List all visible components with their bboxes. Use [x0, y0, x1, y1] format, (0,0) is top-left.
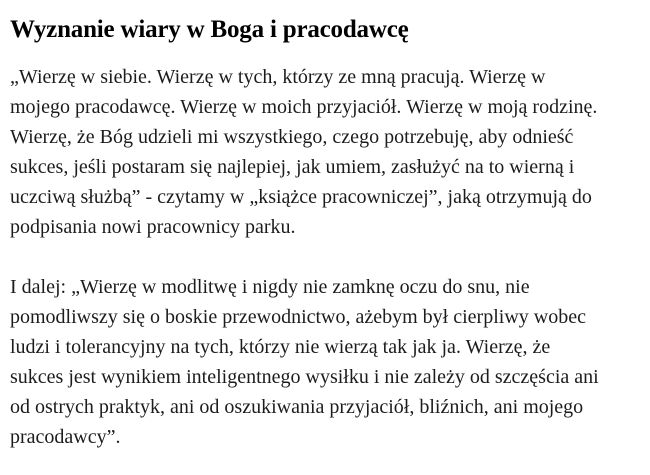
text-line: sukces, jeśli postaram się najlepiej, jak umiem, zasłużyć na to wierną i [10, 156, 575, 178]
text-line: uczciwą służbą” - czytamy w „książce pracowniczej”, jaką otrzymują do [10, 186, 592, 208]
text-line: pracodawcy”. [10, 426, 121, 448]
paragraph-1 [10, 62, 630, 242]
text-line: Wierzę, że Bóg udzieli mi wszystkiego, czego potrzebuję, aby odnieść [10, 126, 574, 148]
text-line: „Wierzę w siebie. Wierzę w tych, którzy ze mną pracują. Wierzę w [10, 66, 546, 88]
text-line: pomodliwszy się o boskie przewodnictwo, ażebym był cierpliwy wobec [10, 306, 586, 328]
text-line: podpisania nowi pracownicy parku. [10, 216, 296, 238]
text-line: mojego pracodawcę. Wierzę w moich przyjaciół. Wierzę w moją rodzinę. [10, 96, 598, 118]
article-title: Wyznanie wiary w Boga i pracodawcę [10, 16, 409, 43]
text-line: sukces jest wynikiem inteligentnego wysiłku i nie zależy od szczęścia ani [10, 366, 599, 388]
text-line: od ostrych praktyk, ani od oszukiwania przyjaciół, bliźnich, ani mojego [10, 396, 584, 418]
text-line: ludzi i tolerancyjny na tych, którzy nie wierzą tak jak ja. Wierzę, że [10, 336, 551, 358]
text-line: I dalej: „Wierzę w modlitwę i nigdy nie zamknę oczu do snu, nie [10, 276, 530, 298]
paragraph-2 [10, 272, 630, 452]
